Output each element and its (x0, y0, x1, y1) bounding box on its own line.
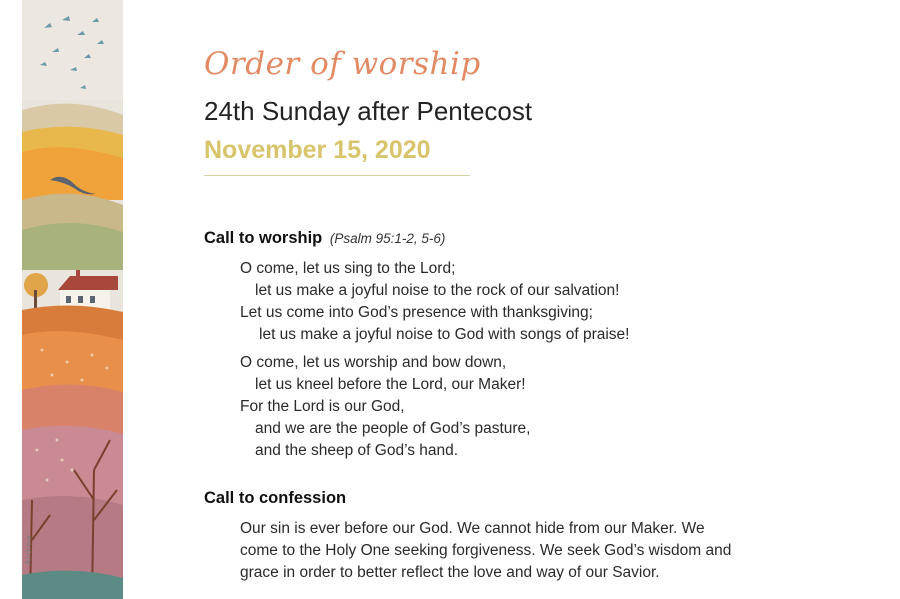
landscape-art (22, 0, 123, 599)
art-credit: Andrew (24, 534, 33, 565)
stanza (240, 258, 629, 346)
verse-line: let us make a joyful noise to the rock of our salvation! (255, 282, 620, 299)
confession-text: Our sin is ever before our God. We cannot hide from our Maker. We come to the Holy One seeking forgiveness. We seek God’s wisdom and grace in order to better reflect the love and way of our Savior. (240, 520, 732, 581)
decorative-landscape-illustration (22, 0, 123, 599)
section-title: Call to confession (204, 489, 347, 507)
verse-line: let us kneel before the Lord, our Maker! (255, 376, 526, 393)
section-heading-call-to-worship (204, 229, 445, 248)
verse-line: let us make a joyful noise to God with songs of praise! (259, 326, 630, 343)
verse-line: and the sheep of God’s hand. (255, 442, 459, 459)
verse-line: and we are the people of God’s pasture, (255, 420, 531, 437)
header-divider (204, 175, 470, 176)
stanza (240, 352, 530, 462)
page-kicker: Order of worship (204, 46, 481, 82)
scripture-reference: (Psalm 95:1-2, 5-6) (329, 231, 446, 246)
service-date: November 15, 2020 (204, 136, 431, 164)
verse-line: O come, let us worship and bow down, (240, 354, 507, 371)
section-heading-call-to-confession (204, 489, 346, 508)
verse-line: For the Lord is our God, (240, 398, 405, 415)
verse-line: Let us come into God’s presence with thanksgiving; (240, 304, 593, 321)
sunday-title: 24th Sunday after Pentecost (204, 96, 533, 126)
section-title: Call to worship (204, 229, 323, 247)
verse-line: O come, let us sing to the Lord; (240, 260, 456, 277)
